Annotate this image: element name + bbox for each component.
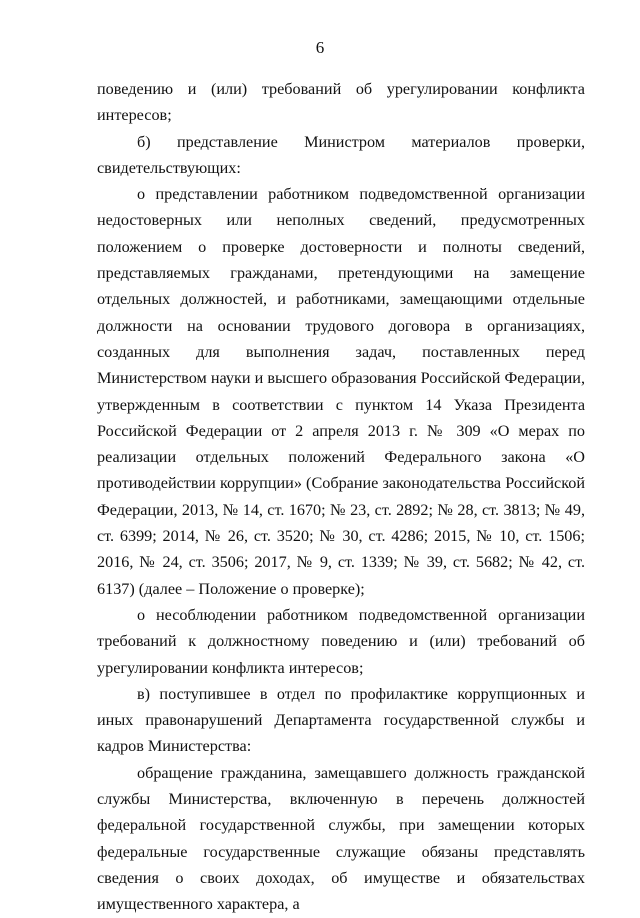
- paragraph-6: обращение гражданина, замещавшего должность гражданской службы Министерства, включенную в перечень должностей федеральной государственной службы, при замещении которых федеральные государственные служащие обязаны представлять сведения о своих доходах, об имуществе и обязательствах имущественного характера, а: [97, 763, 585, 914]
- paragraph-4: о несоблюдении работником подведомственной организации требований к должностному поведению и (или) требований об урегулировании конфликта интересов;: [97, 605, 585, 677]
- document-body: [97, 76, 585, 918]
- paragraph-1: поведению и (или) требований об урегулировании конфликта интересов;: [97, 80, 585, 125]
- paragraph-5: в) поступившее в отдел по профилактике коррупционных и иных правонарушений Департамента государственной службы и кадров Министерства:: [97, 684, 585, 756]
- paragraph-2: б) представление Министром материалов проверки, свидетельствующих:: [97, 132, 585, 177]
- page-number: 6: [315, 38, 325, 57]
- paragraph-3: о представлении работником подведомственной организации недостоверных или неполных сведений, предусмотренных положением о проверке достоверности и полноты сведений, представляемых гражданами, претендующими на замещение отдельных должностей, и работниками, замещающими отдельные должности на основании трудового договора в организациях, созданных для выполнения задач, поставленных перед Министерством науки и высшего образования Российской Федерации, утвержденным в соответствии с пунктом 14 Указа Президента Российской Федерации от 2 апреля 2013 г. № 309 «О мерах по реализации отдельных положений Федерального закона «О противодействии коррупции» (Собрание законодательства Российской Федерации, 2013, № 14, ст. 1670; № 23, ст. 2892; № 28, ст. 3813; № 49, ст. 6399; 2014, № 26, ст. 3520; № 30, ст. 4286; 2015, № 10, ст. 1506; 2016, № 24, ст. 3506; 2017, № 9, ст. 1339; № 39, ст. 5682; № 42, ст. 6137) (далее – Положение о проверке);: [97, 185, 585, 598]
